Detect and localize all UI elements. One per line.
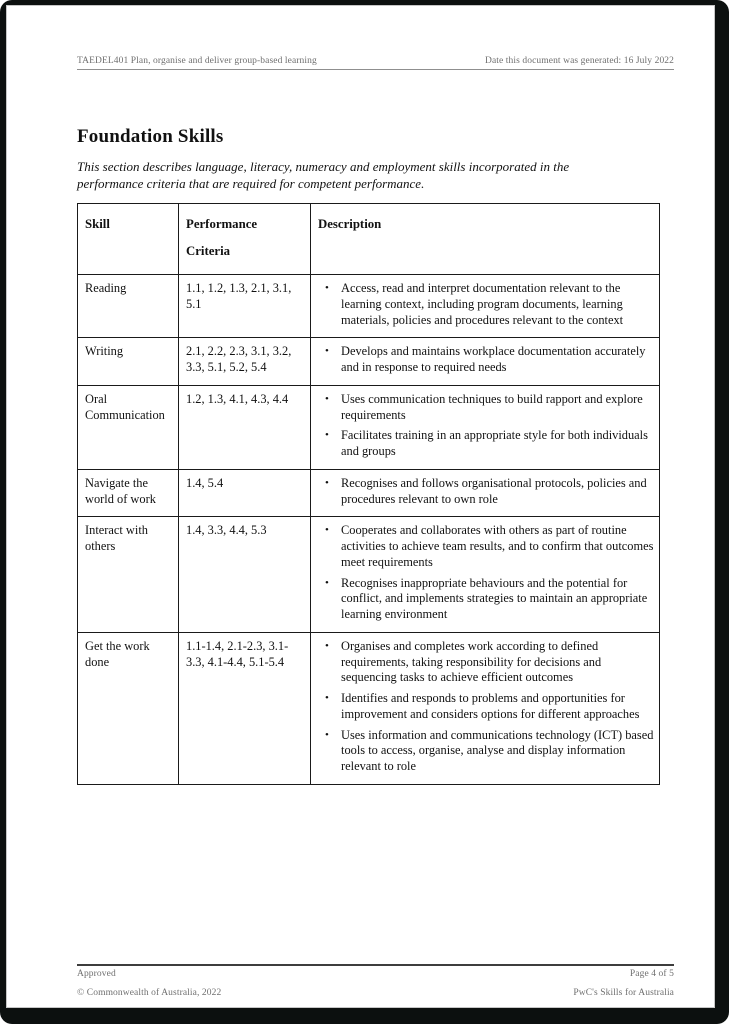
list-item — [318, 728, 654, 775]
list-item — [318, 344, 654, 376]
criteria-cell: 1.1-1.4, 2.1-2.3, 3.1-3.3, 4.1-4.4, 5.1-5.4 — [179, 632, 311, 784]
document-page — [6, 5, 715, 1008]
bullet-text: Identifies and responds to problems and opportunities for improvement and considers options for different approaches — [341, 691, 640, 721]
skill-cell: Interact with others — [78, 517, 179, 633]
running-footer — [77, 964, 674, 998]
bullet-text: Facilitates training in an appropriate style for both individuals and groups — [341, 428, 648, 459]
criteria-cell: 1.1, 1.2, 1.3, 2.1, 3.1, 5.1 — [179, 275, 311, 338]
footer-row — [77, 969, 674, 979]
bullet-icon: • — [325, 345, 329, 358]
bullet-icon: • — [325, 639, 329, 652]
column-header-performance-criteria: Performance Criteria — [179, 204, 311, 275]
header-generated-date: Date this document was generated: 16 July 2022 — [484, 56, 674, 66]
bullet-icon: • — [325, 392, 329, 405]
table-header-row — [78, 204, 660, 275]
skill-cell: Get the work done — [78, 632, 179, 784]
skill-cell: Navigate the world of work — [78, 469, 179, 517]
bullet-text: Organises and completes work according to defined requirements, taking responsibility for decisions and sequencing tasks to achieve efficient outcomes — [341, 638, 602, 685]
description-cell — [311, 385, 660, 469]
list-item — [318, 639, 654, 686]
description-cell — [311, 338, 660, 386]
table-row-oral-communication — [78, 385, 660, 469]
bullet-text: Develops and maintains workplace documentation accurately and in response to required needs — [341, 344, 646, 375]
column-header-skill: Skill — [78, 204, 179, 275]
page-title: Foundation Skills — [77, 126, 224, 147]
bullet-text: Recognises inappropriate behaviours and the potential for conflict, and implements strategies to maintain an appropriate learning environment — [341, 575, 648, 622]
table-row-interact-with-others — [78, 517, 660, 633]
footer-page-number: Page 4 of 5 — [629, 969, 674, 979]
footer-provider: PwC's Skills for Australia — [573, 988, 674, 998]
bullet-icon: • — [325, 524, 329, 537]
list-item — [318, 576, 654, 623]
list-item — [318, 428, 654, 460]
header-doc-title: TAEDEL401 Plan, organise and deliver group-based learning — [77, 56, 317, 66]
skill-cell: Oral Communication — [78, 385, 179, 469]
list-item — [318, 281, 654, 328]
list-item — [318, 691, 654, 723]
criteria-cell: 1.2, 1.3, 4.1, 4.3, 4.4 — [179, 385, 311, 469]
list-item — [318, 392, 654, 424]
criteria-cell: 1.4, 5.4 — [179, 469, 311, 517]
footer-copyright: © Commonwealth of Australia, 2022 — [77, 988, 222, 998]
description-cell — [311, 469, 660, 517]
list-item — [318, 523, 654, 570]
table-row-get-the-work-done — [78, 632, 660, 784]
bullet-icon: • — [325, 476, 329, 489]
column-header-description: Description — [311, 204, 660, 275]
description-cell — [311, 632, 660, 784]
table-row-writing — [78, 338, 660, 386]
criteria-cell: 2.1, 2.2, 2.3, 3.1, 3.2, 3.3, 5.1, 5.2, 5.4 — [179, 338, 311, 386]
footer-divider — [77, 964, 674, 966]
skill-cell: Reading — [78, 275, 179, 338]
footer-row — [77, 988, 674, 998]
bullet-icon: • — [325, 692, 329, 705]
description-cell — [311, 275, 660, 338]
bullet-icon: • — [325, 728, 329, 741]
running-header — [77, 6, 674, 70]
table-row-navigate-world-of-work — [78, 469, 660, 517]
skill-cell: Writing — [78, 338, 179, 386]
footer-approved-status: Approved — [77, 969, 116, 979]
bullet-text: Uses communication techniques to build rapport and explore requirements — [341, 391, 643, 422]
bullet-icon: • — [325, 576, 329, 589]
bullet-text: Uses information and communications technology (ICT) based tools to access, organise, analyse and display information relevant to role — [341, 727, 654, 774]
list-item — [318, 476, 654, 508]
table-row-reading — [78, 275, 660, 338]
intro-text: This section describes language, literacy, numeracy and employment skills incorporated in the performance criteria that are required for competent performance. — [77, 159, 570, 192]
description-cell — [311, 517, 660, 633]
criteria-cell: 1.4, 3.3, 4.4, 5.3 — [179, 517, 311, 633]
bullet-text: Cooperates and collaborates with others as part of routine activities to achieve team results, and to confirm that outcomes meet requirements — [341, 523, 654, 569]
bullet-text: Recognises and follows organisational protocols, policies and procedures relevant to own role — [341, 475, 647, 506]
foundation-skills-table — [77, 203, 660, 784]
bullet-icon: • — [325, 429, 329, 442]
page-content — [7, 6, 714, 1007]
bullet-icon: • — [325, 282, 329, 295]
bullet-text: Access, read and interpret documentation relevant to the learning context, including program documents, learning materials, policies and procedures relevant to the context — [341, 281, 624, 327]
